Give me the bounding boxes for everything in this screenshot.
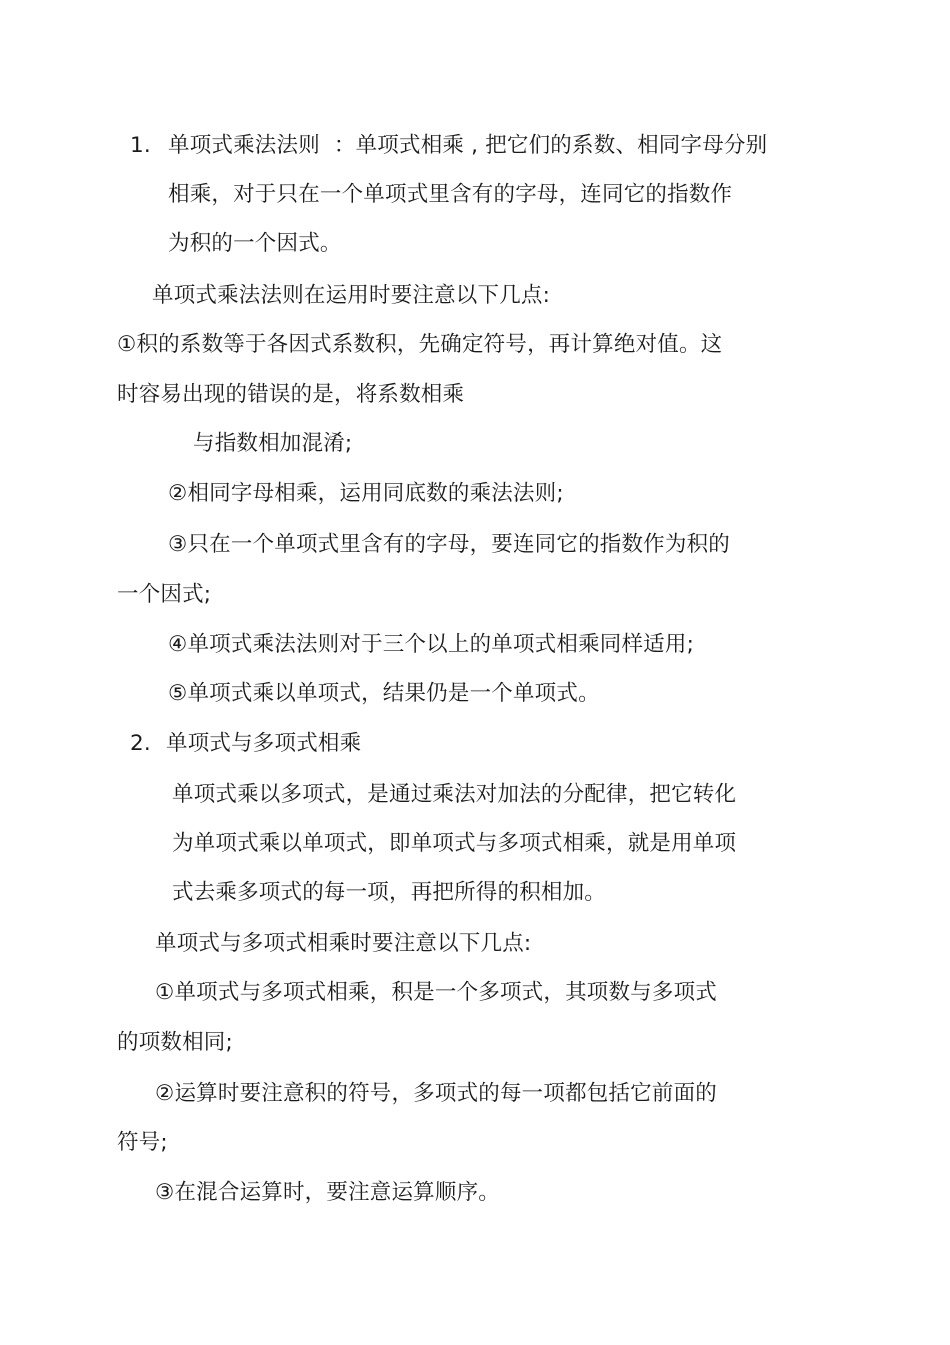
- section1-number: 1.: [130, 133, 151, 158]
- section1-heading: 单项式乘法法则: [168, 133, 320, 158]
- section1-note1-line3: 与指数相加混淆;: [193, 431, 353, 456]
- section1-notes-intro: 单项式乘法法则在运用时要注意以下几点:: [152, 283, 551, 308]
- section1-note1-line1: ①积的系数等于各因式系数积，先确定符号，再计算绝对值。这: [117, 332, 723, 357]
- section2-note2-line1: ②运算时要注意积的符号，多项式的每一项都包括它前面的: [155, 1081, 717, 1106]
- section1-note3-line1: ③只在一个单项式里含有的字母，要连同它的指数作为积的: [168, 532, 730, 557]
- section2-note1-line1: ①单项式与多项式相乘，积是一个多项式，其项数与多项式: [155, 980, 717, 1005]
- section1-note4: ④单项式乘法法则对于三个以上的单项式相乘同样适用;: [168, 632, 695, 657]
- section2-heading: 单项式与多项式相乘: [166, 731, 362, 756]
- section1-note2: ②相同字母相乘，运用同底数的乘法法则;: [168, 481, 564, 506]
- section2-note2-line2: 符号;: [117, 1130, 168, 1155]
- section2-definition-line3: 式去乘多项式的每一项，再把所得的积相加。: [172, 880, 607, 905]
- section1-definition-line1: ：单项式相乘 , 把它们的系数、相同字母分别: [333, 133, 768, 158]
- section2-heading-line: [130, 729, 361, 759]
- section2-number: 2.: [130, 731, 151, 756]
- section1-definition-line2: 相乘，对于只在一个单项式里含有的字母，连同它的指数作: [168, 182, 733, 207]
- section1-definition-line3: 为积的一个因式。: [168, 231, 342, 256]
- section1-note5: ⑤单项式乘以单项式，结果仍是一个单项式。: [168, 681, 600, 706]
- section2-note1-line2: 的项数相同;: [117, 1030, 233, 1055]
- section2-definition-line2: 为单项式乘以单项式，即单项式与多项式相乘，就是用单项: [172, 831, 737, 856]
- section2-definition-line1: 单项式乘以多项式，是通过乘法对加法的分配律，把它转化: [172, 782, 737, 807]
- section1-note3-line2: 一个因式;: [117, 582, 212, 607]
- section2-note3: ③在混合运算时，要注意运算顺序。: [155, 1180, 500, 1205]
- section2-notes-intro: 单项式与多项式相乘时要注意以下几点:: [155, 931, 532, 956]
- section1-heading-line: [130, 131, 767, 161]
- section1-note1-line2: 时容易出现的错误的是，将系数相乘: [117, 382, 465, 407]
